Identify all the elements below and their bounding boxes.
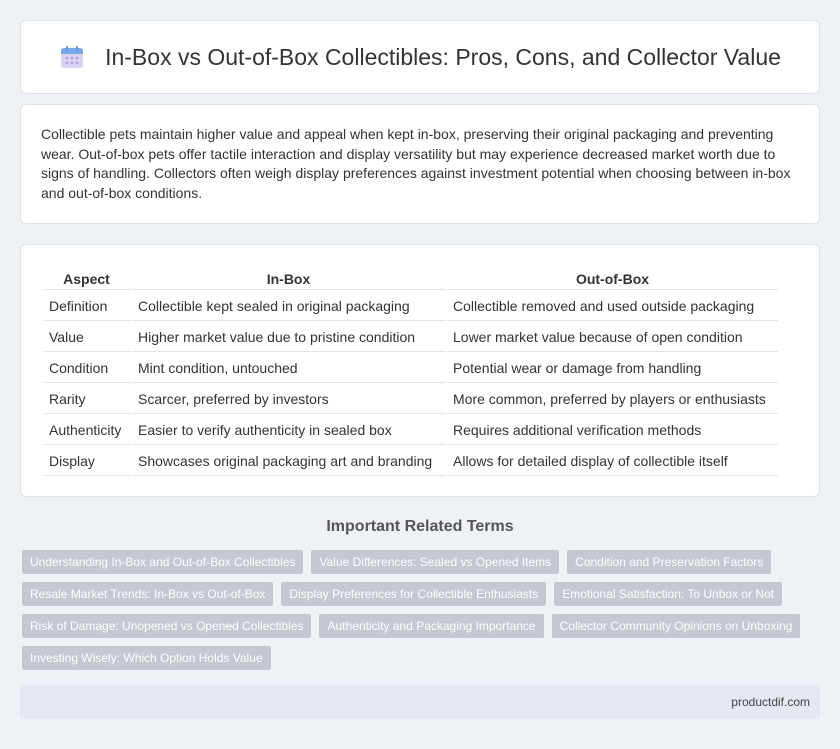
related-terms-title: Important Related Terms xyxy=(326,518,514,535)
column-header-aspect: Aspect xyxy=(43,267,130,290)
in-box-cell: Easier to verify authenticity in sealed box xyxy=(132,416,445,445)
header-card xyxy=(20,20,820,94)
in-box-cell: Higher market value due to pristine condition xyxy=(132,323,445,352)
table-row xyxy=(43,323,778,352)
comparison-card xyxy=(20,244,820,497)
related-term-tag[interactable]: Value Differences: Sealed vs Opened Items xyxy=(311,550,559,574)
out-of-box-cell: Lower market value because of open condition xyxy=(447,323,778,352)
aspect-cell: Definition xyxy=(43,292,130,321)
in-box-cell: Collectible kept sealed in original packaging xyxy=(132,292,445,321)
aspect-cell: Value xyxy=(43,323,130,352)
table-header-row xyxy=(43,267,778,290)
out-of-box-cell: Potential wear or damage from handling xyxy=(447,354,778,383)
table-row xyxy=(43,416,778,445)
column-header-in-box: In-Box xyxy=(132,267,445,290)
footer-bar xyxy=(20,685,820,719)
intro-card xyxy=(20,104,820,224)
footer-site-link[interactable]: productdif.com xyxy=(731,695,810,709)
in-box-cell: Mint condition, untouched xyxy=(132,354,445,383)
related-term-tag[interactable]: Investing Wisely: Which Option Holds Value xyxy=(22,646,271,670)
table-row xyxy=(43,447,778,476)
page-title: In-Box vs Out-of-Box Collectibles: Pros, Cons, and Collector Value xyxy=(105,43,781,70)
aspect-cell: Condition xyxy=(43,354,130,383)
in-box-cell: Scarcer, preferred by investors xyxy=(132,385,445,414)
related-term-tag[interactable]: Collector Community Opinions on Unboxing xyxy=(552,614,801,638)
out-of-box-cell: Collectible removed and used outside packaging xyxy=(447,292,778,321)
related-term-tag[interactable]: Understanding In-Box and Out-of-Box Collectibles xyxy=(22,550,303,574)
related-term-tag[interactable]: Display Preferences for Collectible Enthusiasts xyxy=(281,582,546,606)
aspect-cell: Rarity xyxy=(43,385,130,414)
column-header-out-of-box: Out-of-Box xyxy=(447,267,778,290)
comparison-table xyxy=(41,265,780,478)
aspect-cell: Authenticity xyxy=(43,416,130,445)
related-term-tag[interactable]: Risk of Damage: Unopened vs Opened Collectibles xyxy=(22,614,311,638)
calendar-icon xyxy=(59,44,85,70)
in-box-cell: Showcases original packaging art and branding xyxy=(132,447,445,476)
out-of-box-cell: Requires additional verification methods xyxy=(447,416,778,445)
out-of-box-cell: More common, preferred by players or enthusiasts xyxy=(447,385,778,414)
intro-paragraph: Collectible pets maintain higher value and appeal when kept in-box, preserving their original packaging and preventing wear. Out-of-box pets offer tactile interaction and display versatility but may experience decreased market worth due to signs of handling. Collectors often weigh display preferences against investment potential when choosing between in-box and out-of-box conditions. xyxy=(41,126,791,201)
related-term-tag[interactable]: Emotional Satisfaction: To Unbox or Not xyxy=(554,582,782,606)
related-terms-tags xyxy=(22,550,822,670)
related-term-tag[interactable]: Authenticity and Packaging Importance xyxy=(319,614,543,638)
related-term-tag[interactable]: Condition and Preservation Factors xyxy=(567,550,771,574)
aspect-cell: Display xyxy=(43,447,130,476)
related-term-tag[interactable]: Resale Market Trends: In-Box vs Out-of-Box xyxy=(22,582,273,606)
table-row xyxy=(43,385,778,414)
table-row xyxy=(43,292,778,321)
table-row xyxy=(43,354,778,383)
out-of-box-cell: Allows for detailed display of collectible itself xyxy=(447,447,778,476)
